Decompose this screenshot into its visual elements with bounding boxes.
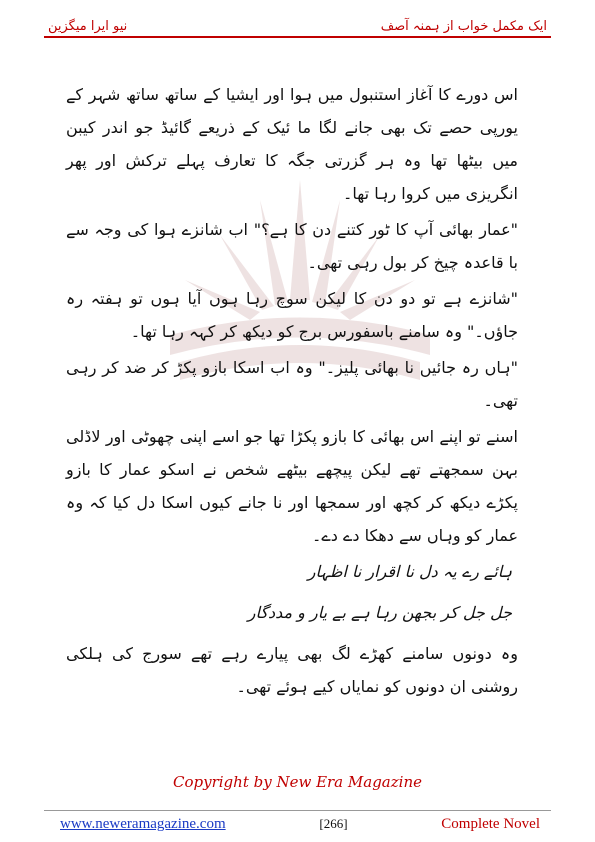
header-divider — [44, 36, 551, 38]
poetry-line: ہائے رے یہ دل نا اقرار نا اظہار — [307, 562, 512, 581]
paragraph: "ہاں رہ جائیں نا بھائی پلیز۔" وہ اب اسکا بازو پکڑ کر ضد کر رہی تھی۔ — [66, 358, 518, 410]
footer-divider — [44, 810, 551, 811]
page-footer — [60, 814, 540, 834]
paragraph: "شانزے ہے تو دو دن کا لیکن سوچ رہا ہوں آیا ہوں تو ہفتہ رہ جاؤں۔" وہ سامنے باسفورس برج کو دیکھ کر کہہ رہا تھا۔ — [66, 289, 518, 341]
copyright-notice: Copyright by New Era Magazine — [173, 773, 422, 791]
page-number: [266] — [319, 816, 348, 831]
paragraph: اس دورے کا آغاز استنبول میں ہوا اور ایشیا کے ساتھ ساتھ شہر کے یورپی حصے تک بھی جانے لگا ما ئیک کے ذریعے گائیڈ جو اندر کیبن میں بیٹھا تھا وہ ہر گزرتی جگہ کا تعارف پہلے ترکش اور پھر انگریزی میں کروا رہا تھا۔ — [66, 85, 518, 203]
article-body — [66, 78, 518, 706]
page-header — [48, 8, 547, 34]
paragraph: اسنے تو اپنے اس بھائی کا بازو پکڑا تھا جو اسے اپنی چھوٹی اور لاڈلی بہن سمجھتے تھے لیکن پیچھے بیٹھے شخص نے اسکو عمار کا بازو پکڑے دیکھ کر کچھ اور سمجھا اور نا جانے کیوں اسکا دل کیا کہ وہ عمار کو وہاں سے دھکا دے دے۔ — [66, 427, 518, 545]
novel-title: ایک مکمل خواب از ہمنہ آصف — [380, 19, 547, 34]
poetry-line: جل جل کر بجھن رہا ہے بے یار و مددگار — [247, 603, 512, 622]
magazine-name: نیو ایرا میگزین — [48, 19, 128, 34]
paragraph: وہ دونوں سامنے کھڑے لگ بھی پیارے رہے تھے سورج کی ہلکی روشنی ان دونوں کو نمایاں کیے ہوئے تھی۔ — [66, 644, 518, 696]
footer-label: Complete Novel — [441, 815, 540, 832]
paragraph: "عمار بھائی آپ کا ٹور کتنے دن کا ہے؟" اب شانزے ہوا کی وجہ سے با قاعدہ چیخ کر بول رہی تھی۔ — [66, 220, 518, 272]
website-link[interactable]: www.neweramagazine.com — [60, 815, 226, 832]
